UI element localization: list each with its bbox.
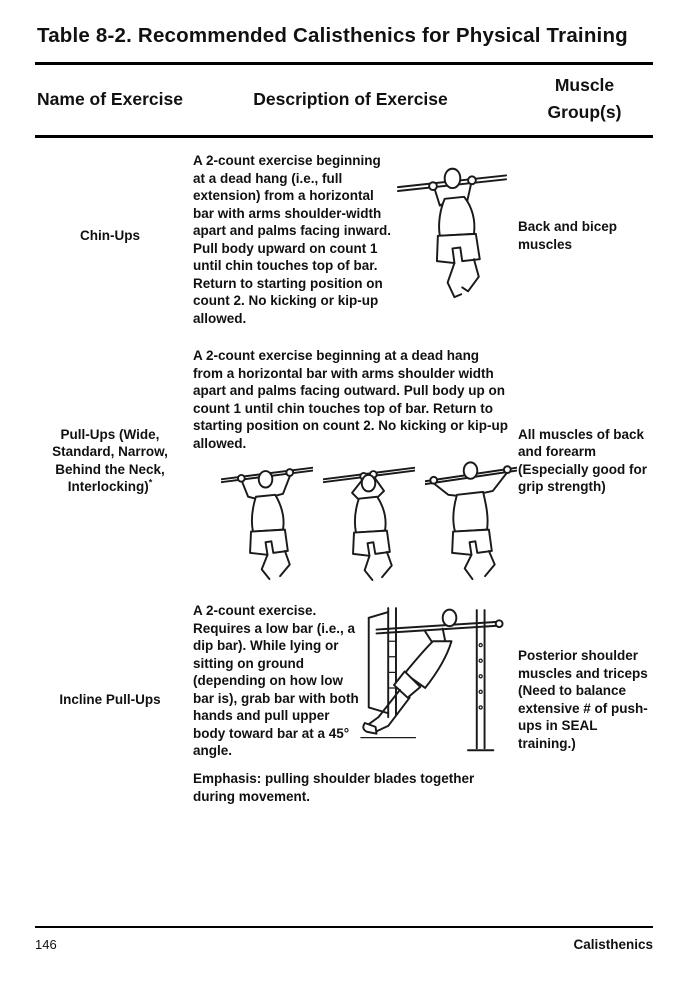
exercise-name-cell (35, 333, 185, 588)
exercise-description: A 2-count exercise. Requires a low bar (i.e., a dip bar). While lying or sitting on ground (depending on how low bar is), grab bar with both hands and pull upper body toward bar at a 45° angle. (193, 603, 359, 758)
description-cell (193, 333, 508, 588)
table-row-pull-ups (35, 333, 653, 588)
page-footer (35, 926, 653, 952)
muscle-group-text: All muscles of back and forearm (Especially good for grip strength) (518, 426, 648, 494)
pull-up-wide-figure-icon (221, 456, 313, 582)
pull-up-variations-figures (221, 456, 508, 582)
exercise-name: Chin-Ups (80, 227, 140, 243)
exercise-name: Incline Pull-Ups (59, 691, 161, 707)
muscle-group-cell (516, 588, 653, 811)
exercise-name-cell (35, 138, 185, 333)
calisthenics-table (35, 62, 653, 811)
exercise-name-cell (35, 588, 185, 811)
chin-up-figure-icon (396, 152, 508, 304)
exercise-description: A 2-count exercise beginning at a dead hang from a horizontal bar with arms shoulder width apart and palms facing outward. Pull body up on count 1 until chin touches top of bar. Return to starting position on count 2. No kicking or kip-up allowed. (193, 348, 509, 451)
muscle-group-text: Back and bicep muscles (518, 219, 618, 252)
footer-section-label: Calisthenics (573, 937, 653, 952)
header-muscle-groups: Muscle Group(s) (547, 75, 622, 122)
table-row-incline-pull-ups (35, 588, 653, 811)
incline-pull-up-figure-icon (359, 602, 505, 770)
exercise-name: Pull-Ups (Wide, Standard, Narrow, Behind the Neck, Interlocking)* (52, 426, 168, 494)
exercise-description-emphasis: Emphasis: pulling shoulder blades together during movement. (193, 771, 475, 804)
pull-up-behind-neck-figure-icon (425, 456, 517, 582)
header-description-of-exercise: Description of Exercise (253, 88, 448, 109)
muscle-group-cell (516, 138, 653, 333)
pull-up-narrow-figure-icon (323, 456, 415, 582)
description-cell (193, 588, 508, 811)
table-row-chin-ups (35, 138, 653, 333)
muscle-group-cell (516, 333, 653, 588)
description-cell (193, 138, 508, 333)
page-number: 146 (35, 937, 57, 952)
exercise-description: A 2-count exercise beginning at a dead hang (i.e., full extension) from a horizontal bar with arms shoulder-width apart and palms facing inward. Pull body upward on count 1 until chin touches top of bar. Return to starting position on count 2. No kicking or kip-up allowed. (193, 153, 392, 326)
page-title: Table 8-2. Recommended Calisthenics for Physical Training (37, 24, 628, 47)
header-name-of-exercise: Name of Exercise (37, 88, 183, 109)
muscle-group-text: Posterior shoulder muscles and triceps (Need to balance extensive # of push-ups in SEAL training.) (518, 648, 648, 751)
footnote-marker: * (148, 477, 153, 488)
table-header-row (35, 62, 653, 138)
